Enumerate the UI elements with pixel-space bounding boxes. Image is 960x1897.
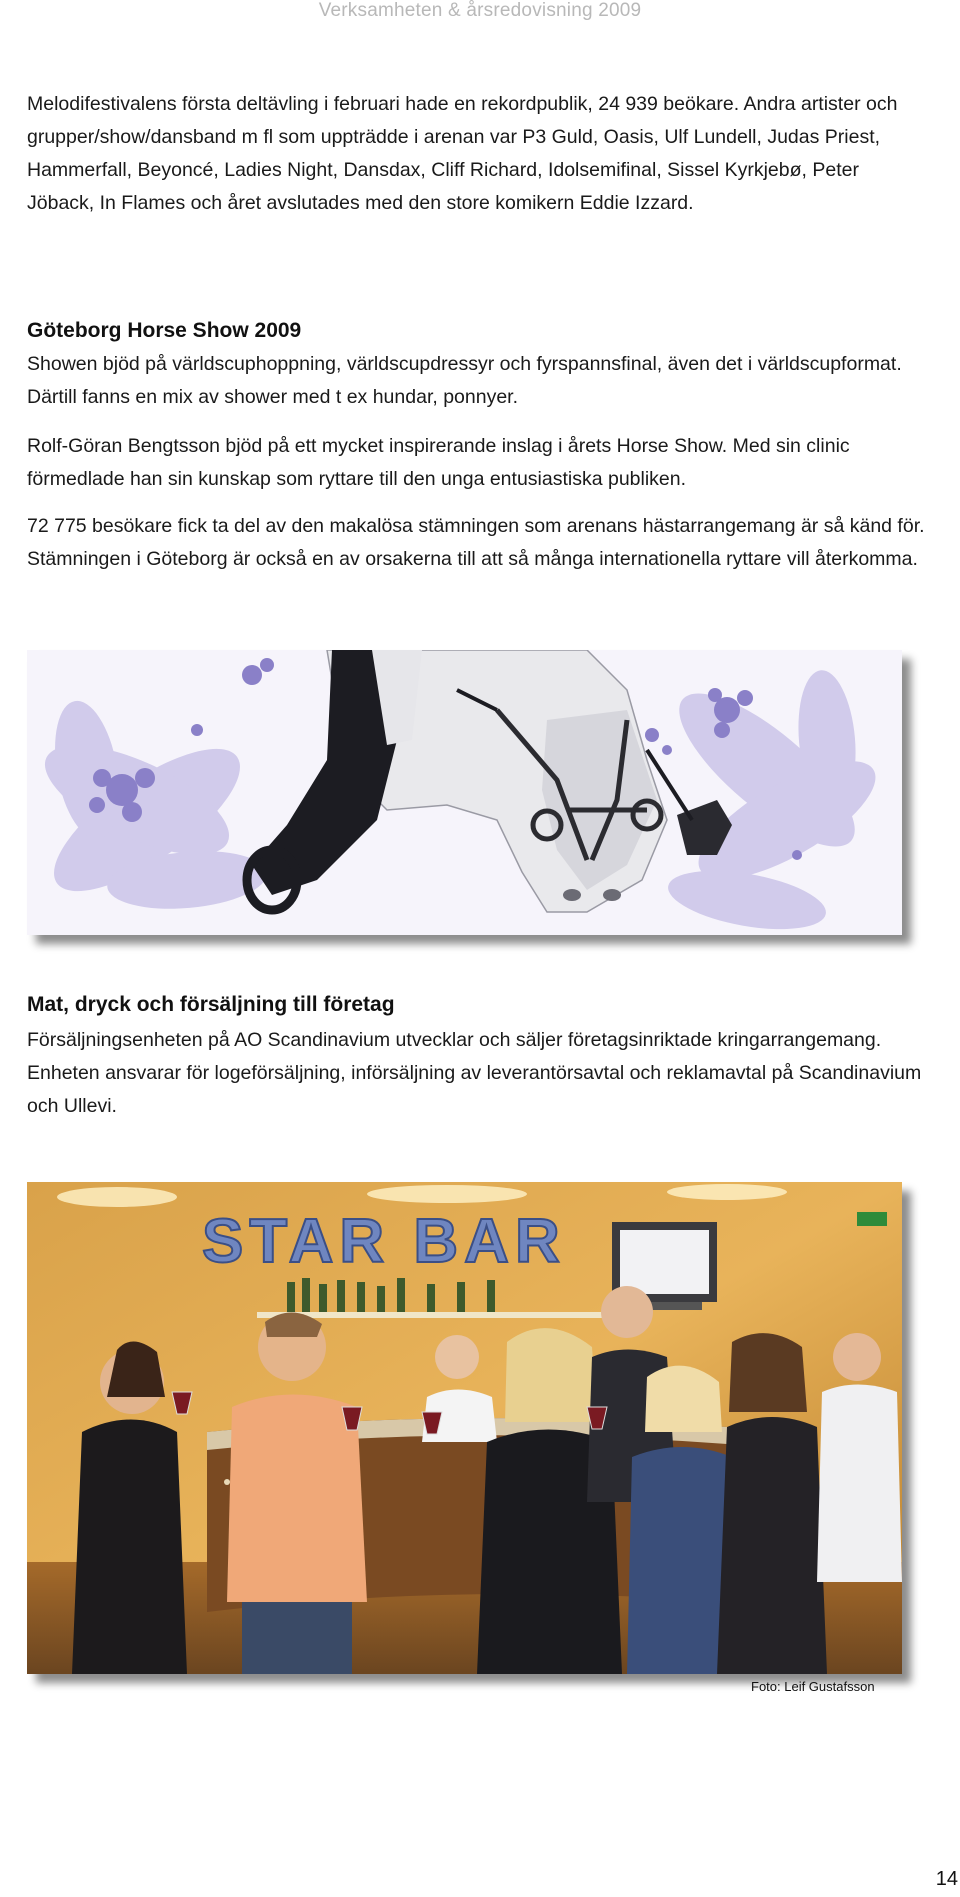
horse-rider-illustration — [27, 650, 902, 935]
horse-show-heading: Göteborg Horse Show 2009 — [27, 319, 302, 342]
star-bar-sign: STAR BAR — [202, 1207, 566, 1276]
horse-show-photo — [27, 650, 902, 935]
photo-caption: Foto: Leif Gustafsson — [751, 1679, 875, 1694]
sales-heading: Mat, dryck och försäljning till företag — [27, 993, 395, 1016]
sales-paragraph: Försäljningsenheten på AO Scandinavium utvecklar och säljer företagsinriktade kringarrangemang. Enheten ansvarar för logeförsäljning, införsäljning av leverantörsavtal och reklamavtal på Scandinavium och Ullevi. — [27, 1029, 922, 1117]
page-number: 14 — [935, 1868, 958, 1890]
running-header: Verksamheten & årsredovisning 2009 — [318, 0, 642, 21]
horse-show-paragraph-3: 72 775 besökare fick ta del av den makalösa stämningen som arenans hästarrangemang är så känd för. Stämningen i Göteborg är också en av orsakerna till att så många internationella ryttare vill återkomma. — [27, 515, 925, 570]
star-bar-photo — [27, 1182, 902, 1674]
star-bar-scene — [27, 1182, 902, 1674]
exit-sign-icon — [857, 1212, 887, 1226]
horse-show-paragraph-2: Rolf-Göran Bengtsson bjöd på ett mycket inspirerande inslag i årets Horse Show. Med sin clinic förmedlade han sin kunskap som ryttare till den unga entusiastiska publiken. — [27, 435, 850, 490]
horse-show-paragraph-1: Showen bjöd på världscuphoppning, världscupdressyr och fyrspannsfinal, även det i världscupformat. Därtill fanns en mix av shower med t ex hundar, ponnyer. — [27, 353, 902, 408]
intro-paragraph: Melodifestivalens första deltävling i februari hade en rekordpublik, 24 939 beökare. Andra artister och grupper/show/dansband m fl som uppträdde i arenan var P3 Guld, Oasis, Ulf Lundell, Judas Priest, Hammerfall, Beyoncé, Ladies Night, Dansdax, Cliff Richard, Idolsemifinal, Sissel Kyrkjebø, Peter Jöback, In Flames och året avslutades med den store komikern Eddie Izzard. — [27, 93, 898, 214]
